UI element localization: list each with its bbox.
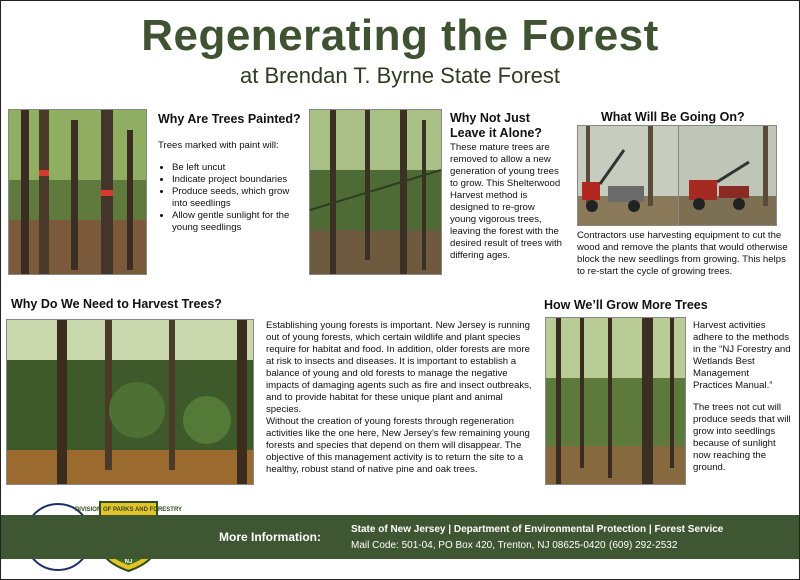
footer-org: State of New Jersey | Department of Environmental Protection | Forest Service [351, 524, 724, 535]
svg-text:NJ: NJ [124, 559, 133, 565]
grow-paragraph-2: The trees not cut will produce seeds that will grow into seedlings because of sunlight now reaching the ground. [693, 402, 791, 473]
footer-phone: (609) 292-2532 [609, 540, 678, 551]
grow-heading: How We’ll Grow More Trees [544, 298, 708, 312]
mature-forest-photo [309, 109, 442, 275]
painted-text [158, 140, 296, 234]
harvester-photo-1 [577, 125, 679, 226]
footer-mail-code: Mail Code: 501-04, PO Box 420, Trenton, NJ 08625-0420 [351, 540, 606, 551]
going-on-heading: What Will Be Going On? [601, 110, 745, 124]
painted-intro: Trees marked with paint will: [158, 140, 279, 151]
harvest-text [266, 320, 538, 476]
young-forest-photo [6, 319, 254, 485]
harvest-paragraph-1: Establishing young forests is important. New Jersey is running out of young forests, which certain wildlife and plant species require for habitat and food. In addition, older forests are more at risk to insects and diseases. It is important to establish a balance of young and old forests to manage the negative impacts of damaging agents such as fire and insect outbreaks, and to provide habitat for these unique plant and animal species. [266, 320, 532, 415]
leave-text: These mature trees are removed to allow a new generation of young trees to grow. This Shelterwood Harvest method is designed to re-grow young vigorous trees, leaving the forest with the desired result of trees with differing ages. [450, 142, 562, 261]
harvest-heading: Why Do We Need to Harvest Trees? [11, 297, 222, 311]
harvester-photo-2 [678, 125, 777, 226]
painted-bullet: • Allow gentle sunlight for the young seedlings [172, 210, 296, 234]
going-on-text: Contractors use harvesting equipment to cut the wood and remove the plants that would otherwise block the new seedlings from growing. This helps to re-start the cycle of growing trees. [577, 230, 788, 277]
harvest-paragraph-2: Without the creation of young forests through regeneration activities like the one here, New Jersey’s few remaining young forests and species that depend on them will disappear. The objective of this management activity is to return the site to a healthy, robust stand of native pine and oak trees. [266, 416, 530, 475]
painted-bullet: • Indicate project boundaries [172, 174, 296, 186]
painted-bullet: • Produce seeds, which grow into seedlings [172, 186, 296, 210]
regrowth-photo [545, 317, 686, 485]
painted-bullet: • Be left uncut [172, 162, 296, 174]
painted-trees-photo [8, 109, 147, 275]
grow-paragraph-1: Harvest activities adhere to the methods in the “NJ Forestry and Wetlands Best Management Practices Manual.” [693, 320, 791, 391]
leave-heading: Why Not Just Leave it Alone? [450, 111, 542, 140]
page-title: Regenerating the Forest [141, 11, 659, 60]
page-subtitle: at Brendan T. Byrne State Forest [240, 63, 560, 88]
svg-text:DIVISION OF PARKS AND FORESTRY: DIVISION OF PARKS AND FORESTRY [74, 507, 183, 513]
more-info-label: More Information: [219, 530, 321, 544]
footer-bar [1, 515, 799, 559]
painted-heading: Why Are Trees Painted? [158, 112, 301, 126]
grow-text [693, 320, 791, 474]
